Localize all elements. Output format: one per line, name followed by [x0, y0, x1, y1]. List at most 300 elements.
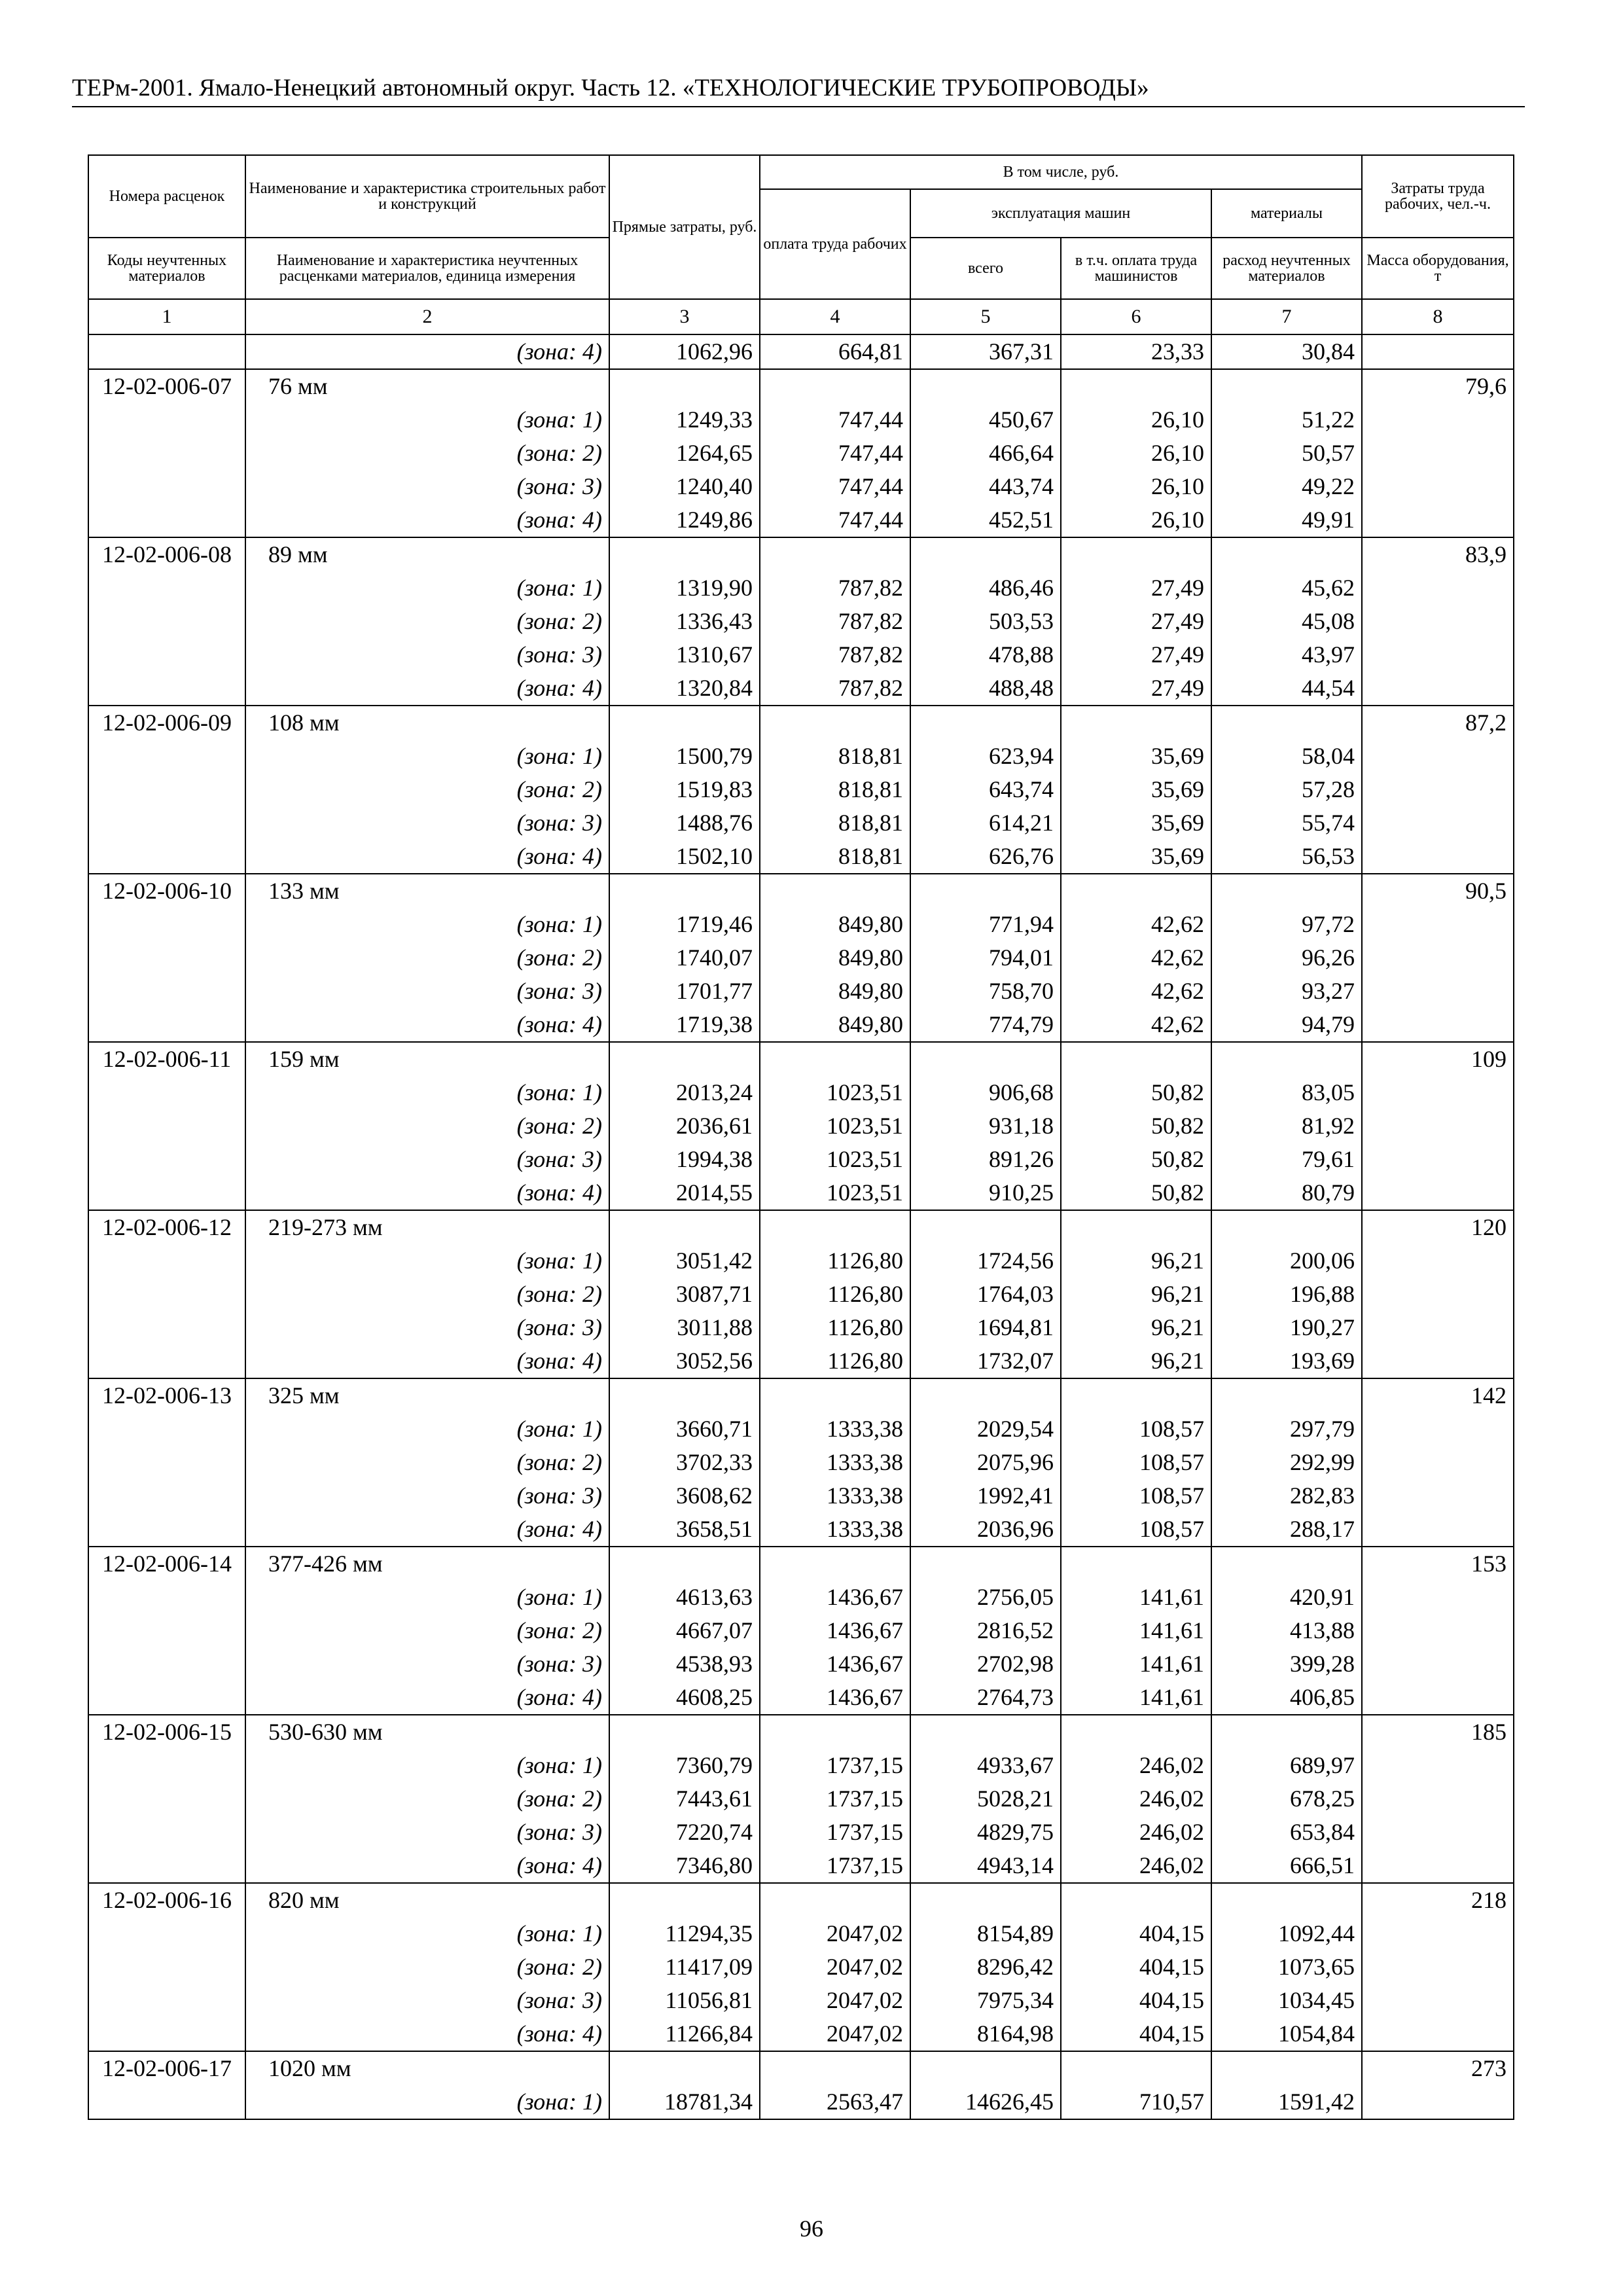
labor-pay: 818,81 [760, 840, 910, 874]
zone-row [88, 1917, 1514, 1950]
machinists-pay: 710,57 [1061, 2085, 1211, 2119]
materials-cost: 413,88 [1211, 1614, 1362, 1647]
zone-row [88, 334, 1514, 369]
header-col8-top: Затраты труда рабочих, чел.-ч. [1362, 155, 1514, 238]
header-col1-top: Номера расценок [88, 155, 245, 238]
zone-row [88, 672, 1514, 706]
zone-label: (зона: 2) [245, 773, 609, 806]
header-machines: эксплуатация машин [910, 189, 1211, 238]
materials-cost: 96,26 [1211, 941, 1362, 975]
zone-label: (зона: 1) [245, 1076, 609, 1109]
zone-label: (зона: 4) [245, 503, 609, 537]
direct-cost: 1062,96 [609, 334, 760, 369]
materials-cost: 56,53 [1211, 840, 1362, 874]
machinists-pay: 96,21 [1061, 1278, 1211, 1311]
labor-pay: 1737,15 [760, 1816, 910, 1849]
direct-cost: 1719,38 [609, 1008, 760, 1042]
rate-title-row [88, 1715, 1514, 1749]
column-number: 8 [1362, 299, 1514, 334]
rate-code: 12-02-006-16 [88, 1883, 245, 1917]
machinists-pay: 108,57 [1061, 1412, 1211, 1446]
zone-row [88, 1681, 1514, 1715]
direct-cost: 3051,42 [609, 1244, 760, 1278]
zone-label: (зона: 2) [245, 437, 609, 470]
column-number: 7 [1211, 299, 1362, 334]
labor-pay: 2047,02 [760, 1917, 910, 1950]
zone-label: (зона: 1) [245, 2085, 609, 2119]
machinists-pay: 50,82 [1061, 1076, 1211, 1109]
rate-title: 89 мм [245, 537, 609, 571]
machinists-pay: 26,10 [1061, 503, 1211, 537]
machines-total: 2075,96 [910, 1446, 1061, 1479]
direct-cost: 1336,43 [609, 605, 760, 638]
zone-row [88, 1984, 1514, 2017]
header-col5: всего [910, 238, 1061, 299]
materials-cost: 55,74 [1211, 806, 1362, 840]
zone-label: (зона: 2) [245, 1109, 609, 1143]
machinists-pay: 108,57 [1061, 1513, 1211, 1547]
direct-cost: 4608,25 [609, 1681, 760, 1715]
zone-row [88, 437, 1514, 470]
column-number: 2 [245, 299, 609, 334]
labor-pay: 1333,38 [760, 1513, 910, 1547]
direct-cost: 1249,86 [609, 503, 760, 537]
zone-row [88, 605, 1514, 638]
machines-total: 5028,21 [910, 1782, 1061, 1816]
header-col2-bottom: Наименование и характеристика неучтенных расценками материалов, единица измерения [245, 238, 609, 299]
machinists-pay: 42,62 [1061, 941, 1211, 975]
machinists-pay: 50,82 [1061, 1109, 1211, 1143]
machines-total: 443,74 [910, 470, 1061, 503]
labor-pay: 2047,02 [760, 2017, 910, 2051]
rate-group [88, 874, 1514, 1042]
direct-cost: 7220,74 [609, 1816, 760, 1849]
rate-group [88, 2051, 1514, 2119]
materials-cost: 193,69 [1211, 1344, 1362, 1378]
direct-cost: 3702,33 [609, 1446, 760, 1479]
direct-cost: 3087,71 [609, 1278, 760, 1311]
materials-cost: 79,61 [1211, 1143, 1362, 1176]
labor-hours: 90,5 [1362, 874, 1514, 908]
zone-label: (зона: 4) [245, 2017, 609, 2051]
rate-group [88, 1378, 1514, 1547]
materials-cost: 49,22 [1211, 470, 1362, 503]
zone-label: (зона: 4) [245, 1344, 609, 1378]
column-number: 1 [88, 299, 245, 334]
zone-label: (зона: 3) [245, 1479, 609, 1513]
machinists-pay: 35,69 [1061, 806, 1211, 840]
machines-total: 466,64 [910, 437, 1061, 470]
machinists-pay: 404,15 [1061, 2017, 1211, 2051]
rate-group [88, 1715, 1514, 1883]
header-materials: материалы [1211, 189, 1362, 238]
zone-label: (зона: 2) [245, 941, 609, 975]
machinists-pay: 246,02 [1061, 1849, 1211, 1883]
rate-code: 12-02-006-12 [88, 1210, 245, 1244]
column-number: 3 [609, 299, 760, 334]
direct-cost: 3658,51 [609, 1513, 760, 1547]
machines-total: 1724,56 [910, 1244, 1061, 1278]
labor-pay: 2047,02 [760, 1984, 910, 2017]
machinists-pay: 23,33 [1061, 334, 1211, 369]
labor-pay: 1333,38 [760, 1412, 910, 1446]
labor-pay: 1436,67 [760, 1581, 910, 1614]
rate-title-row [88, 1378, 1514, 1412]
machines-total: 2702,98 [910, 1647, 1061, 1681]
direct-cost: 7346,80 [609, 1849, 760, 1883]
rate-title: 377-426 мм [245, 1547, 609, 1581]
zone-label: (зона: 1) [245, 1917, 609, 1950]
machines-total: 623,94 [910, 740, 1061, 773]
direct-cost: 1502,10 [609, 840, 760, 874]
direct-cost: 1264,65 [609, 437, 760, 470]
zone-label: (зона: 3) [245, 1311, 609, 1344]
zone-label: (зона: 4) [245, 334, 609, 369]
machinists-pay: 35,69 [1061, 740, 1211, 773]
zone-row [88, 1278, 1514, 1311]
materials-cost: 406,85 [1211, 1681, 1362, 1715]
machinists-pay: 246,02 [1061, 1782, 1211, 1816]
rate-group [88, 537, 1514, 706]
rate-title-row [88, 1883, 1514, 1917]
zone-row [88, 1479, 1514, 1513]
zone-row [88, 1614, 1514, 1647]
machinists-pay: 108,57 [1061, 1446, 1211, 1479]
labor-pay: 1126,80 [760, 1244, 910, 1278]
zone-row [88, 1176, 1514, 1210]
machinists-pay: 27,49 [1061, 672, 1211, 706]
rate-code: 12-02-006-15 [88, 1715, 245, 1749]
labor-hours: 120 [1362, 1210, 1514, 1244]
materials-cost: 1591,42 [1211, 2085, 1362, 2119]
zone-label: (зона: 2) [245, 1950, 609, 1984]
machines-total: 626,76 [910, 840, 1061, 874]
direct-cost: 2036,61 [609, 1109, 760, 1143]
zone-label: (зона: 4) [245, 1681, 609, 1715]
machinists-pay: 35,69 [1061, 840, 1211, 874]
rate-group [88, 1210, 1514, 1378]
zone-label: (зона: 3) [245, 1647, 609, 1681]
labor-pay: 818,81 [760, 740, 910, 773]
header-col8-bottom: Масса оборудования, т [1362, 238, 1514, 299]
page-header: ТЕРм-2001. Ямало-Ненецкий автономный округ. Часть 12. «ТЕХНОЛОГИЧЕСКИЕ ТРУБОПРОВОДЫ» [72, 73, 1525, 107]
rate-title-row [88, 537, 1514, 571]
materials-cost: 653,84 [1211, 1816, 1362, 1849]
header-col3: Прямые затраты, руб. [609, 155, 760, 299]
rate-title-row [88, 369, 1514, 403]
labor-hours: 109 [1362, 1042, 1514, 1076]
labor-hours: 79,6 [1362, 369, 1514, 403]
direct-cost: 1994,38 [609, 1143, 760, 1176]
machinists-pay: 404,15 [1061, 1917, 1211, 1950]
direct-cost: 1488,76 [609, 806, 760, 840]
machinists-pay: 141,61 [1061, 1614, 1211, 1647]
zone-label: (зона: 4) [245, 1176, 609, 1210]
materials-cost: 1034,45 [1211, 1984, 1362, 2017]
zone-row [88, 1244, 1514, 1278]
zone-row [88, 1581, 1514, 1614]
direct-cost: 4538,93 [609, 1647, 760, 1681]
rate-title-row [88, 874, 1514, 908]
zone-row [88, 1143, 1514, 1176]
direct-cost: 2013,24 [609, 1076, 760, 1109]
zone-label: (зона: 1) [245, 740, 609, 773]
zone-row [88, 403, 1514, 437]
machinists-pay: 96,21 [1061, 1311, 1211, 1344]
materials-cost: 1092,44 [1211, 1917, 1362, 1950]
rate-title: 530-630 мм [245, 1715, 609, 1749]
zone-row [88, 1109, 1514, 1143]
labor-hours: 218 [1362, 1883, 1514, 1917]
materials-cost: 81,92 [1211, 1109, 1362, 1143]
zone-label: (зона: 1) [245, 1244, 609, 1278]
labor-pay: 1126,80 [760, 1344, 910, 1378]
rate-title-row [88, 1042, 1514, 1076]
direct-cost: 1719,46 [609, 908, 760, 941]
column-number: 6 [1061, 299, 1211, 334]
labor-hours: 185 [1362, 1715, 1514, 1749]
machines-total: 931,18 [910, 1109, 1061, 1143]
labor-pay: 2563,47 [760, 2085, 910, 2119]
direct-cost: 1320,84 [609, 672, 760, 706]
materials-cost: 30,84 [1211, 334, 1362, 369]
labor-pay: 1126,80 [760, 1311, 910, 1344]
rate-title: 219-273 мм [245, 1210, 609, 1244]
direct-cost: 3011,88 [609, 1311, 760, 1344]
rate-title: 820 мм [245, 1883, 609, 1917]
materials-cost: 420,91 [1211, 1581, 1362, 1614]
materials-cost: 93,27 [1211, 975, 1362, 1008]
machines-total: 906,68 [910, 1076, 1061, 1109]
zone-row [88, 571, 1514, 605]
labor-pay: 787,82 [760, 672, 910, 706]
machines-total: 8296,42 [910, 1950, 1061, 1984]
zone-label: (зона: 3) [245, 975, 609, 1008]
zone-label: (зона: 3) [245, 806, 609, 840]
labor-pay: 747,44 [760, 503, 910, 537]
machines-total: 2756,05 [910, 1581, 1061, 1614]
zone-row [88, 1647, 1514, 1681]
zone-label: (зона: 4) [245, 840, 609, 874]
rate-group [88, 1042, 1514, 1210]
rate-group [88, 1547, 1514, 1715]
zone-label: (зона: 4) [245, 1008, 609, 1042]
labor-pay: 849,80 [760, 908, 910, 941]
zone-label: (зона: 2) [245, 1446, 609, 1479]
machines-total: 794,01 [910, 941, 1061, 975]
header-col6: в т.ч. оплата труда машинистов [1061, 238, 1211, 299]
materials-cost: 45,08 [1211, 605, 1362, 638]
materials-cost: 94,79 [1211, 1008, 1362, 1042]
rate-title: 159 мм [245, 1042, 609, 1076]
materials-cost: 678,25 [1211, 1782, 1362, 1816]
direct-cost: 4667,07 [609, 1614, 760, 1647]
direct-cost: 3052,56 [609, 1344, 760, 1378]
rate-title: 325 мм [245, 1378, 609, 1412]
rate-group [88, 1883, 1514, 2051]
machinists-pay: 42,62 [1061, 975, 1211, 1008]
zone-label: (зона: 3) [245, 1984, 609, 2017]
labor-pay: 747,44 [760, 403, 910, 437]
machines-total: 614,21 [910, 806, 1061, 840]
machinists-pay: 246,02 [1061, 1749, 1211, 1782]
machinists-pay: 27,49 [1061, 571, 1211, 605]
zone-label: (зона: 3) [245, 638, 609, 672]
materials-cost: 44,54 [1211, 672, 1362, 706]
column-number: 5 [910, 299, 1061, 334]
direct-cost: 1319,90 [609, 571, 760, 605]
machinists-pay: 96,21 [1061, 1244, 1211, 1278]
machines-total: 4933,67 [910, 1749, 1061, 1782]
labor-pay: 1333,38 [760, 1446, 910, 1479]
labor-pay: 1023,51 [760, 1176, 910, 1210]
continuation-group [88, 334, 1514, 369]
materials-cost: 50,57 [1211, 437, 1362, 470]
zone-label: (зона: 1) [245, 403, 609, 437]
labor-hours: 153 [1362, 1547, 1514, 1581]
machines-total: 891,26 [910, 1143, 1061, 1176]
labor-hours: 142 [1362, 1378, 1514, 1412]
rate-code: 12-02-006-17 [88, 2051, 245, 2085]
materials-cost: 196,88 [1211, 1278, 1362, 1311]
direct-cost: 11056,81 [609, 1984, 760, 2017]
machinists-pay: 404,15 [1061, 1950, 1211, 1984]
materials-cost: 80,79 [1211, 1176, 1362, 1210]
materials-cost: 399,28 [1211, 1647, 1362, 1681]
machines-total: 1992,41 [910, 1479, 1061, 1513]
zone-row [88, 1311, 1514, 1344]
labor-hours: 273 [1362, 2051, 1514, 2085]
zone-row [88, 1412, 1514, 1446]
table-header [88, 155, 1514, 334]
machinists-pay: 141,61 [1061, 1581, 1211, 1614]
rate-code: 12-02-006-13 [88, 1378, 245, 1412]
materials-cost: 43,97 [1211, 638, 1362, 672]
direct-cost: 4613,63 [609, 1581, 760, 1614]
labor-pay: 1023,51 [760, 1076, 910, 1109]
zone-label: (зона: 4) [245, 672, 609, 706]
labor-pay: 1436,67 [760, 1647, 910, 1681]
machines-total: 7975,34 [910, 1984, 1061, 2017]
labor-pay: 1023,51 [760, 1143, 910, 1176]
machinists-pay: 27,49 [1061, 605, 1211, 638]
machinists-pay: 141,61 [1061, 1647, 1211, 1681]
direct-cost: 3660,71 [609, 1412, 760, 1446]
zone-label: (зона: 2) [245, 605, 609, 638]
zone-row [88, 503, 1514, 537]
materials-cost: 57,28 [1211, 773, 1362, 806]
machines-total: 2029,54 [910, 1412, 1061, 1446]
labor-pay: 849,80 [760, 975, 910, 1008]
labor-hours: 87,2 [1362, 706, 1514, 740]
zone-row [88, 470, 1514, 503]
materials-cost: 292,99 [1211, 1446, 1362, 1479]
labor-hours: 83,9 [1362, 537, 1514, 571]
zone-row [88, 1950, 1514, 1984]
direct-cost: 1740,07 [609, 941, 760, 975]
labor-pay: 1737,15 [760, 1749, 910, 1782]
zone-label: (зона: 4) [245, 1513, 609, 1547]
labor-pay: 818,81 [760, 773, 910, 806]
zone-label: (зона: 1) [245, 1749, 609, 1782]
zone-row [88, 1446, 1514, 1479]
direct-cost: 2014,55 [609, 1176, 760, 1210]
zone-label: (зона: 1) [245, 908, 609, 941]
rate-title-row [88, 706, 1514, 740]
machines-total: 450,67 [910, 403, 1061, 437]
labor-pay: 664,81 [760, 334, 910, 369]
materials-cost: 51,22 [1211, 403, 1362, 437]
machinists-pay: 26,10 [1061, 470, 1211, 503]
zone-row [88, 1076, 1514, 1109]
zone-row [88, 908, 1514, 941]
machines-total: 758,70 [910, 975, 1061, 1008]
header-col2-top: Наименование и характеристика строительных работ и конструкций [245, 155, 609, 238]
direct-cost: 1701,77 [609, 975, 760, 1008]
materials-cost: 1073,65 [1211, 1950, 1362, 1984]
materials-cost: 97,72 [1211, 908, 1362, 941]
machinists-pay: 404,15 [1061, 1984, 1211, 2017]
machines-total: 4829,75 [910, 1816, 1061, 1849]
direct-cost: 1500,79 [609, 740, 760, 773]
machinists-pay: 50,82 [1061, 1176, 1211, 1210]
machines-total: 486,46 [910, 571, 1061, 605]
labor-pay: 787,82 [760, 638, 910, 672]
machines-total: 1764,03 [910, 1278, 1061, 1311]
labor-pay: 747,44 [760, 470, 910, 503]
machinists-pay: 27,49 [1061, 638, 1211, 672]
zone-label: (зона: 2) [245, 1614, 609, 1647]
labor-pay: 1126,80 [760, 1278, 910, 1311]
rate-group [88, 369, 1514, 537]
rate-code: 12-02-006-10 [88, 874, 245, 908]
machinists-pay: 35,69 [1061, 773, 1211, 806]
zone-row [88, 806, 1514, 840]
direct-cost: 1519,83 [609, 773, 760, 806]
labor-pay: 787,82 [760, 605, 910, 638]
materials-cost: 190,27 [1211, 1311, 1362, 1344]
zone-row [88, 2085, 1514, 2119]
rate-title: 108 мм [245, 706, 609, 740]
materials-cost: 297,79 [1211, 1412, 1362, 1446]
rate-group [88, 706, 1514, 874]
machines-total: 774,79 [910, 1008, 1061, 1042]
column-number: 4 [760, 299, 910, 334]
machines-total: 643,74 [910, 773, 1061, 806]
machines-total: 503,53 [910, 605, 1061, 638]
labor-pay: 747,44 [760, 437, 910, 470]
direct-cost: 3608,62 [609, 1479, 760, 1513]
page-number: 96 [800, 2215, 823, 2242]
direct-cost: 7443,61 [609, 1782, 760, 1816]
header-col1-bottom: Коды неучтенных материалов [88, 238, 245, 299]
materials-cost: 58,04 [1211, 740, 1362, 773]
rate-title-row [88, 2051, 1514, 2085]
machines-total: 8154,89 [910, 1917, 1061, 1950]
machines-total: 1732,07 [910, 1344, 1061, 1378]
machinists-pay: 26,10 [1061, 437, 1211, 470]
zone-row [88, 773, 1514, 806]
materials-cost: 45,62 [1211, 571, 1362, 605]
machines-total: 8164,98 [910, 2017, 1061, 2051]
header-col4: оплата труда рабочих [760, 189, 910, 299]
materials-cost: 49,91 [1211, 503, 1362, 537]
direct-cost: 1310,67 [609, 638, 760, 672]
machines-total: 2036,96 [910, 1513, 1061, 1547]
labor-pay: 1436,67 [760, 1614, 910, 1647]
machines-total: 4943,14 [910, 1849, 1061, 1883]
zone-row [88, 840, 1514, 874]
